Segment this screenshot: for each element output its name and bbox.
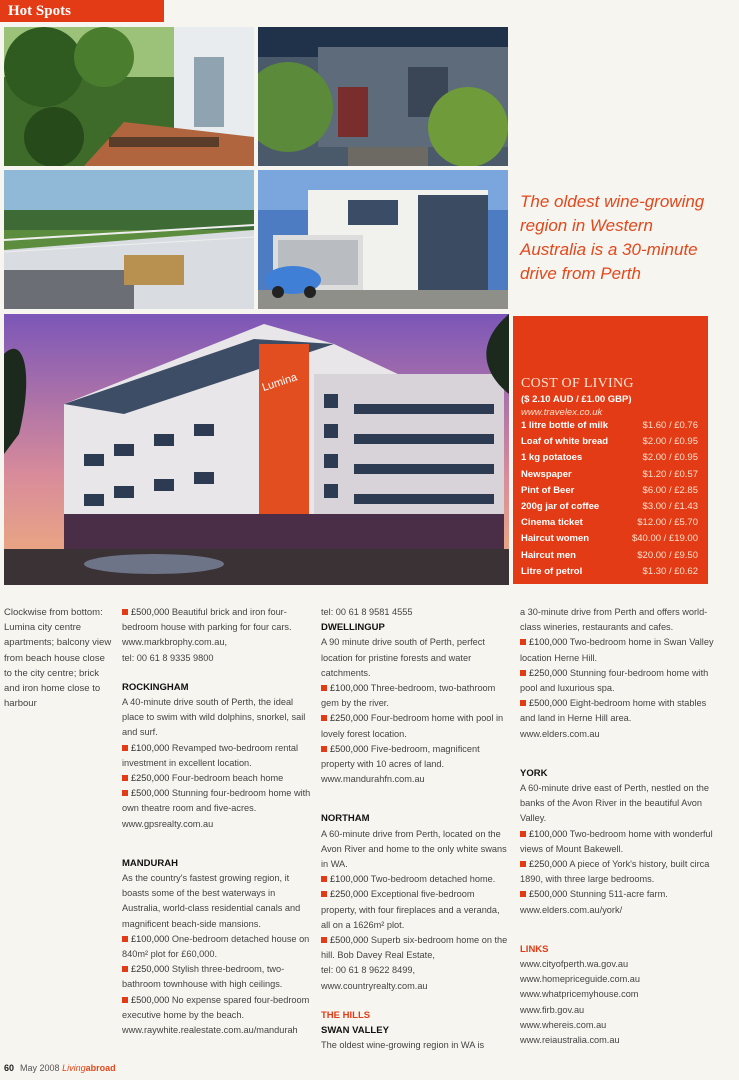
cost-rate: ($ 2.10 AUD / £1.00 GBP) xyxy=(521,394,632,405)
listing-item: £500,000 Stunning four-bedroom home with own theatre room and five-acres. xyxy=(122,788,311,814)
cost-row xyxy=(521,515,698,531)
photo-lumina-apartments xyxy=(4,314,509,585)
desc-dwellingup: A 90 minute drive south of Perth, perfect location for pristine forests and water catchments. xyxy=(321,637,485,678)
bullet-square-icon xyxy=(321,715,327,721)
cost-title: COST OF LIVING xyxy=(521,376,634,391)
page-footer xyxy=(4,1063,116,1073)
heading-northam: NORTHAM xyxy=(321,813,370,825)
cost-row xyxy=(521,531,698,547)
cost-item-price: $2.00 / £0.95 xyxy=(642,436,698,448)
northam-web-link[interactable]: www.countryrealty.com.au xyxy=(321,980,428,991)
cost-item-price: $1.60 / £0.76 xyxy=(642,420,698,431)
cost-item-price: $3.00 / £1.43 xyxy=(642,500,698,512)
listing-item: £100,000 One-bedroom detached house on 840m² plot for £60,000. xyxy=(122,933,310,960)
cost-list xyxy=(521,418,698,580)
bullet-square-icon xyxy=(321,876,327,882)
cost-item-label: Cinema ticket xyxy=(521,517,583,529)
cost-item-price: $1.30 / £0.62 xyxy=(642,565,698,577)
bullet-square-icon xyxy=(321,891,327,897)
bullet-square-icon xyxy=(520,861,526,867)
link-item[interactable]: www.reiaustralia.com.au xyxy=(520,1035,620,1046)
heading-york: YORK xyxy=(520,767,548,779)
desc-swan-valley-cont: a 30-minute drive from Perth and offers world-class wineries, restaurants and cafes. xyxy=(520,607,708,633)
photo-balcony-view xyxy=(4,170,254,309)
listing-item: £250,000 Four-bedroom home with pool in lovely forest location. xyxy=(321,713,504,739)
cost-item-price: $1.20 / £0.57 xyxy=(642,468,698,480)
cost-item-label: Litre of petrol xyxy=(521,565,583,577)
column-2 xyxy=(321,605,511,1053)
listing-item: £500,000 No expense spared four-bedroom executive home by the beach. xyxy=(122,994,310,1020)
link-item[interactable]: www.whatpricemyhouse.com xyxy=(520,989,639,1000)
magazine-brand: Livingabroad xyxy=(62,1063,116,1073)
intro-tel: tel: 00 61 8 9335 9800 xyxy=(122,652,214,663)
heading-mandurah: MANDURAH xyxy=(122,857,178,869)
section-tab: Hot Spots xyxy=(0,0,164,22)
mandurah-web-link[interactable]: www.raywhite.realestate.com.au/mandurah xyxy=(122,1025,298,1036)
swan-valley-web-link[interactable]: www.elders.com.au xyxy=(520,728,600,739)
cost-row xyxy=(521,467,698,483)
link-item[interactable]: www.whereis.com.au xyxy=(520,1019,607,1030)
heading-dwellingup: DWELLINGUP xyxy=(321,622,385,634)
bullet-square-icon xyxy=(520,700,526,706)
cost-item-price: $40.00 / £19.00 xyxy=(631,533,698,545)
cost-item-label: 1 kg potatoes xyxy=(521,452,583,464)
cost-row xyxy=(521,499,698,515)
heading-rockingham: ROCKINGHAM xyxy=(122,681,189,693)
cost-item-price: $6.00 / £2.85 xyxy=(642,484,698,496)
pull-quote: The oldest wine-growing region in Western Australia is a 30-minute drive from Perth xyxy=(520,192,705,283)
column-3 xyxy=(520,605,720,1048)
intro-web-link[interactable]: www.markbrophy.com.au, xyxy=(122,637,228,648)
listing-item: £100,000 Two-bedroom detached home. xyxy=(321,872,511,887)
bullet-square-icon xyxy=(122,966,128,972)
bullet-square-icon xyxy=(122,790,128,796)
heading-swan-valley: SWAN VALLEY xyxy=(321,1025,389,1037)
cost-item-label: Loaf of white bread xyxy=(521,436,609,448)
listing-item: £100,000 Revamped two-bedroom rental investment in excellent location. xyxy=(122,742,299,768)
cost-item-label: Pint of Beer xyxy=(521,484,575,496)
bullet-square-icon xyxy=(321,937,327,943)
northam-tel: tel: 00 61 8 9622 8499, xyxy=(321,965,415,976)
cost-item-label: Haircut women xyxy=(521,533,590,545)
photo-modern-house xyxy=(258,170,508,309)
listing-item: £100,000 Three-bedroom, two-bathroom gem by the river. xyxy=(321,683,496,709)
listing-item: £250,000 A piece of York's history, built circa 1890, with three large bedrooms. xyxy=(520,859,710,885)
cost-row xyxy=(521,418,698,434)
listing-item: £250,000 Exceptional five-bedroom property, with four fireplaces and a veranda, all on a 1626m² plot. xyxy=(321,889,500,930)
cost-item-label: 1 litre bottle of milk xyxy=(521,420,609,431)
cost-item-price: $20.00 / £9.50 xyxy=(637,549,698,561)
heading-links: LINKS xyxy=(520,943,549,955)
cost-item-price: $2.00 / £0.95 xyxy=(642,452,698,464)
dwellingup-web-link[interactable]: www.mandurahfn.com.au xyxy=(321,774,425,785)
listing-item: £250,000 Stunning four-bedroom home with pool and luxurious spa. xyxy=(520,667,709,694)
bullet-square-icon xyxy=(520,831,526,837)
cost-item-label: Newspaper xyxy=(521,468,572,480)
building-sign: Lumina xyxy=(260,371,299,395)
bullet-square-icon xyxy=(520,891,526,897)
cost-item-label: 200g jar of coffee xyxy=(521,500,600,512)
cost-source-link[interactable]: www.travelex.co.uk xyxy=(521,407,603,418)
cost-of-living-panel xyxy=(513,316,708,584)
desc-swan-valley: The oldest wine-growing region in WA is xyxy=(321,1040,485,1051)
cost-item-price: $12.00 / £5.70 xyxy=(637,517,698,529)
bullet-square-icon xyxy=(122,936,128,942)
listing-item: £500,000 Superb six-bedroom home on the hill. Bob Davey Real Estate, xyxy=(321,935,508,961)
cost-item-label: Haircut men xyxy=(521,549,576,561)
listing-item: £100,000 Two-bedroom home with wonderful views of Mount Bakewell. xyxy=(520,828,713,854)
link-item[interactable]: www.firb.gov.au xyxy=(520,1004,585,1015)
cost-row xyxy=(521,548,698,564)
heading-the-hills: THE HILLS xyxy=(321,1009,371,1021)
listing-item: £500,000 Stunning 511-acre farm. xyxy=(520,887,720,902)
bullet-square-icon xyxy=(520,670,526,676)
bullet-square-icon xyxy=(122,745,128,751)
cost-row xyxy=(521,564,698,580)
listing-intro: £500,000 Beautiful brick and iron four-bedroom house with parking for four cars. xyxy=(122,607,292,633)
desc-york: A 60-minute drive east of Perth, nestled on the banks of the Avon River in the beautiful Avon Valley. xyxy=(520,783,709,824)
intro-tel: tel: 00 61 8 9581 4555 xyxy=(321,607,413,617)
bullet-square-icon xyxy=(321,746,327,752)
cost-row xyxy=(521,450,698,466)
listing-item: £250,000 Four-bedroom beach home xyxy=(122,771,312,786)
page-number: 60 xyxy=(4,1063,15,1073)
listing-item: £500,000 Five-bedroom, magnificent property with 10 acres of land. xyxy=(321,743,480,770)
desc-northam: A 60-minute drive from Perth, located on the Avon River and home to the only white swans in WA. xyxy=(321,828,507,870)
bullet-square-icon xyxy=(321,685,327,691)
bullet-square-icon xyxy=(122,997,128,1003)
column-1 xyxy=(122,605,312,1038)
photo-caption: Clockwise from bottom: Lumina city centre apartments; balcony view from beach house close to the city centre; brick and iron home close to harbour xyxy=(4,607,112,710)
listing-item: £500,000 Eight-bedroom home with stables and land in Herne Hill area. xyxy=(520,698,707,724)
photo-brick-iron-house xyxy=(258,27,508,166)
desc-rockingham: A 40-minute drive south of Perth, the ideal place to swim with wild dolphins, snorkel, sail and surf. xyxy=(122,697,306,738)
issue-date: May 2008 xyxy=(20,1063,60,1073)
york-web-link[interactable]: www.elders.com.au/york/ xyxy=(520,904,623,915)
rockingham-web-link[interactable]: www.gpsrealty.com.au xyxy=(122,818,214,829)
bullet-square-icon xyxy=(520,639,526,645)
link-item[interactable]: www.homepriceguide.com.au xyxy=(520,974,641,985)
cost-row xyxy=(521,483,698,499)
bullet-square-icon xyxy=(122,609,128,615)
bullet-square-icon xyxy=(122,775,128,781)
desc-mandurah: As the country's fastest growing region, it boasts some of the best waterways in Australia, world-class residential canals and magnificent beach-side mansions. xyxy=(122,873,301,929)
cost-row xyxy=(521,434,698,450)
listing-item: £250,000 Stylish three-bedroom, two-bathroom townhouse with high ceilings. xyxy=(122,964,285,990)
photo-garden-patio xyxy=(4,27,254,166)
link-item[interactable]: www.cityofperth.wa.gov.au xyxy=(520,959,629,970)
listing-item: £100,000 Two-bedroom home in Swan Valley location Herne Hill. xyxy=(520,637,714,663)
